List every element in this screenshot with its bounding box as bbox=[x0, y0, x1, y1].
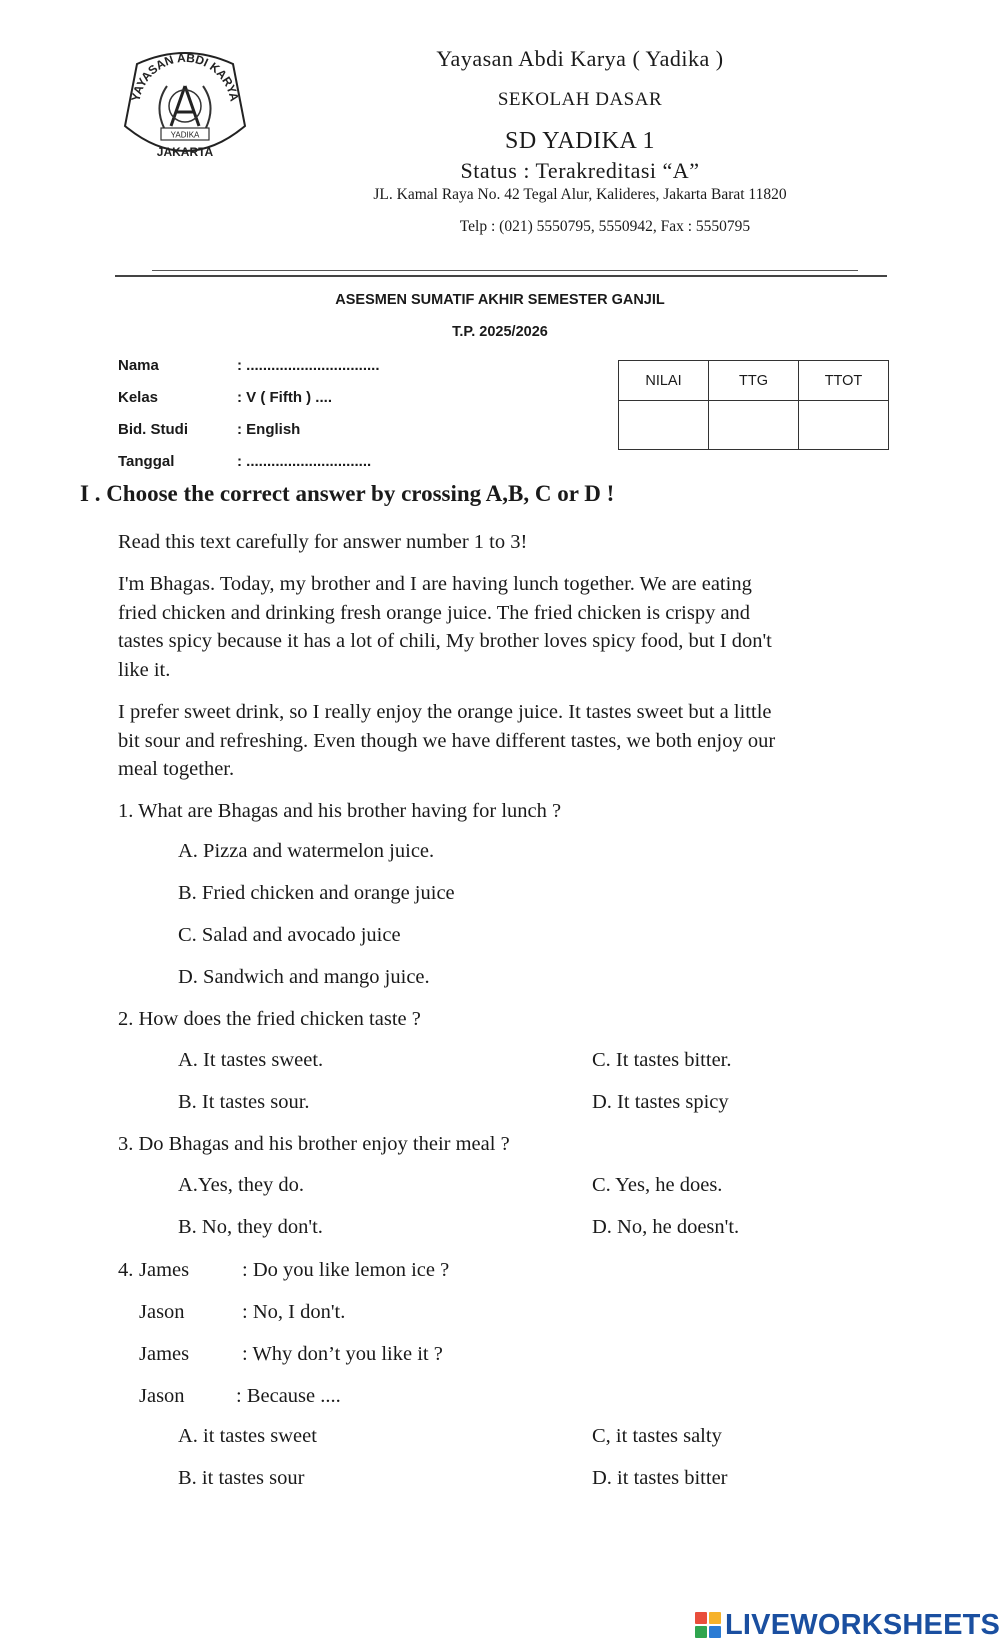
assessment-title: ASESMEN SUMATIF AKHIR SEMESTER GANJIL bbox=[335, 292, 665, 308]
field-label-kelas: Kelas bbox=[118, 389, 159, 406]
dialog-line: : No, I don't. bbox=[242, 1301, 346, 1323]
q1-option-a[interactable]: A. Pizza and watermelon juice. bbox=[178, 840, 435, 862]
passage-paragraph-1 bbox=[118, 570, 888, 684]
reading-instruction: Read this text carefully for answer number 1 to 3! bbox=[118, 531, 528, 553]
score-header-nilai: NILAI bbox=[619, 361, 709, 401]
question-3-text: 3. Do Bhagas and his brother enjoy their meal ? bbox=[118, 1133, 510, 1155]
school-level: SEKOLAH DASAR bbox=[497, 89, 663, 110]
dialog-speaker: James bbox=[139, 1259, 190, 1281]
passage-line: tastes spicy because it has a lot of chili, My brother loves spicy food, but I don't bbox=[118, 630, 772, 652]
q2-option-c[interactable]: C. It tastes bitter. bbox=[592, 1049, 732, 1071]
q3-option-c[interactable]: C. Yes, he does. bbox=[592, 1174, 723, 1196]
score-table bbox=[618, 360, 889, 450]
score-header-ttg: TTG bbox=[709, 361, 799, 401]
seal-bottom-text: JAKARTA bbox=[156, 145, 214, 159]
score-header-ttot: TTOT bbox=[799, 361, 889, 401]
q2-option-a[interactable]: A. It tastes sweet. bbox=[178, 1049, 324, 1071]
q4-option-b[interactable]: B. it tastes sour bbox=[178, 1467, 305, 1489]
assessment-year: T.P. 2025/2026 bbox=[452, 324, 548, 340]
q3-option-a[interactable]: A.Yes, they do. bbox=[178, 1174, 305, 1196]
passage-line: meal together. bbox=[118, 758, 235, 780]
field-label-nama: Nama bbox=[118, 357, 159, 374]
q4-option-a[interactable]: A. it tastes sweet bbox=[178, 1425, 317, 1447]
foundation-name: Yayasan Abdi Karya ( Yadika ) bbox=[436, 46, 724, 71]
header-divider-thick bbox=[115, 275, 887, 277]
q1-option-c[interactable]: C. Salad and avocado juice bbox=[178, 924, 401, 946]
section-title: I . Choose the correct answer by crossing A,B, C or D ! bbox=[80, 481, 615, 506]
brand-text: LIVEWORKSHEETS bbox=[725, 1608, 1000, 1641]
field-label-tanggal: Tanggal bbox=[118, 453, 175, 470]
passage-line: fried chicken and drinking fresh orange juice. The fried chicken is crispy and bbox=[118, 601, 751, 624]
dialog-speaker: James bbox=[139, 1343, 190, 1365]
q4-option-c[interactable]: C, it tastes salty bbox=[592, 1425, 722, 1447]
school-phone: Telp : (021) 5550795, 5550942, Fax : 5550795 bbox=[459, 218, 751, 235]
score-cell-nilai[interactable] bbox=[619, 401, 709, 450]
passage-line: I'm Bhagas. Today, my brother and I are having lunch together. We are eating bbox=[118, 573, 752, 595]
q1-option-b[interactable]: B. Fried chicken and orange juice bbox=[178, 882, 455, 904]
q3-option-b[interactable]: B. No, they don't. bbox=[178, 1216, 323, 1238]
field-value-tanggal[interactable]: : .............................. bbox=[237, 453, 372, 470]
field-label-bid-studi: Bid. Studi bbox=[118, 421, 188, 438]
field-value-bid-studi: : English bbox=[237, 421, 301, 438]
seal-inner-text: YADIKA bbox=[170, 130, 200, 140]
school-seal bbox=[117, 46, 253, 170]
passage-paragraph-2 bbox=[118, 698, 888, 784]
q2-option-d[interactable]: D. It tastes spicy bbox=[592, 1091, 729, 1113]
passage-line: bit sour and refreshing. Even though we have different tastes, we both enjoy our bbox=[118, 729, 776, 752]
dialog-speaker: Jason bbox=[139, 1385, 185, 1407]
seal-top-text: YAYASAN ABDI KARYA bbox=[128, 50, 242, 103]
dialog-line: : Do you like lemon ice ? bbox=[242, 1259, 450, 1281]
q2-option-b[interactable]: B. It tastes sour. bbox=[178, 1091, 310, 1113]
score-cell-ttg[interactable] bbox=[709, 401, 799, 450]
q3-option-d[interactable]: D. No, he doesn't. bbox=[592, 1216, 740, 1238]
score-cell-ttot[interactable] bbox=[799, 401, 889, 450]
question-4-number: 4. bbox=[118, 1259, 134, 1281]
q4-option-d[interactable]: D. it tastes bitter bbox=[592, 1467, 728, 1489]
passage-line: like it. bbox=[118, 658, 171, 681]
question-2-text: 2. How does the fried chicken taste ? bbox=[118, 1008, 421, 1030]
school-address: JL. Kamal Raya No. 42 Tegal Alur, Kalideres, Jakarta Barat 11820 bbox=[373, 186, 787, 203]
dialog-speaker: Jason bbox=[139, 1301, 185, 1323]
field-value-nama[interactable]: : ................................ bbox=[237, 357, 380, 374]
accreditation-status: Status : Terakreditasi “A” bbox=[460, 158, 700, 183]
dialog-line: : Why don’t you like it ? bbox=[242, 1343, 443, 1365]
svg-text:YAYASAN ABDI KARYA bbox=[129, 51, 242, 103]
field-value-kelas[interactable]: : V ( Fifth ) .... bbox=[237, 389, 332, 406]
liveworksheets-mark-icon bbox=[695, 1612, 721, 1638]
header-divider-thin bbox=[152, 270, 858, 271]
passage-line: I prefer sweet drink, so I really enjoy the orange juice. It tastes sweet but a little bbox=[118, 701, 772, 723]
school-name: SD YADIKA 1 bbox=[505, 128, 655, 154]
question-1-text: 1. What are Bhagas and his brother having for lunch ? bbox=[118, 800, 562, 822]
liveworksheets-logo[interactable] bbox=[695, 1610, 1000, 1640]
dialog-line: : Because .... bbox=[236, 1385, 341, 1407]
q1-option-d[interactable]: D. Sandwich and mango juice. bbox=[178, 966, 430, 988]
